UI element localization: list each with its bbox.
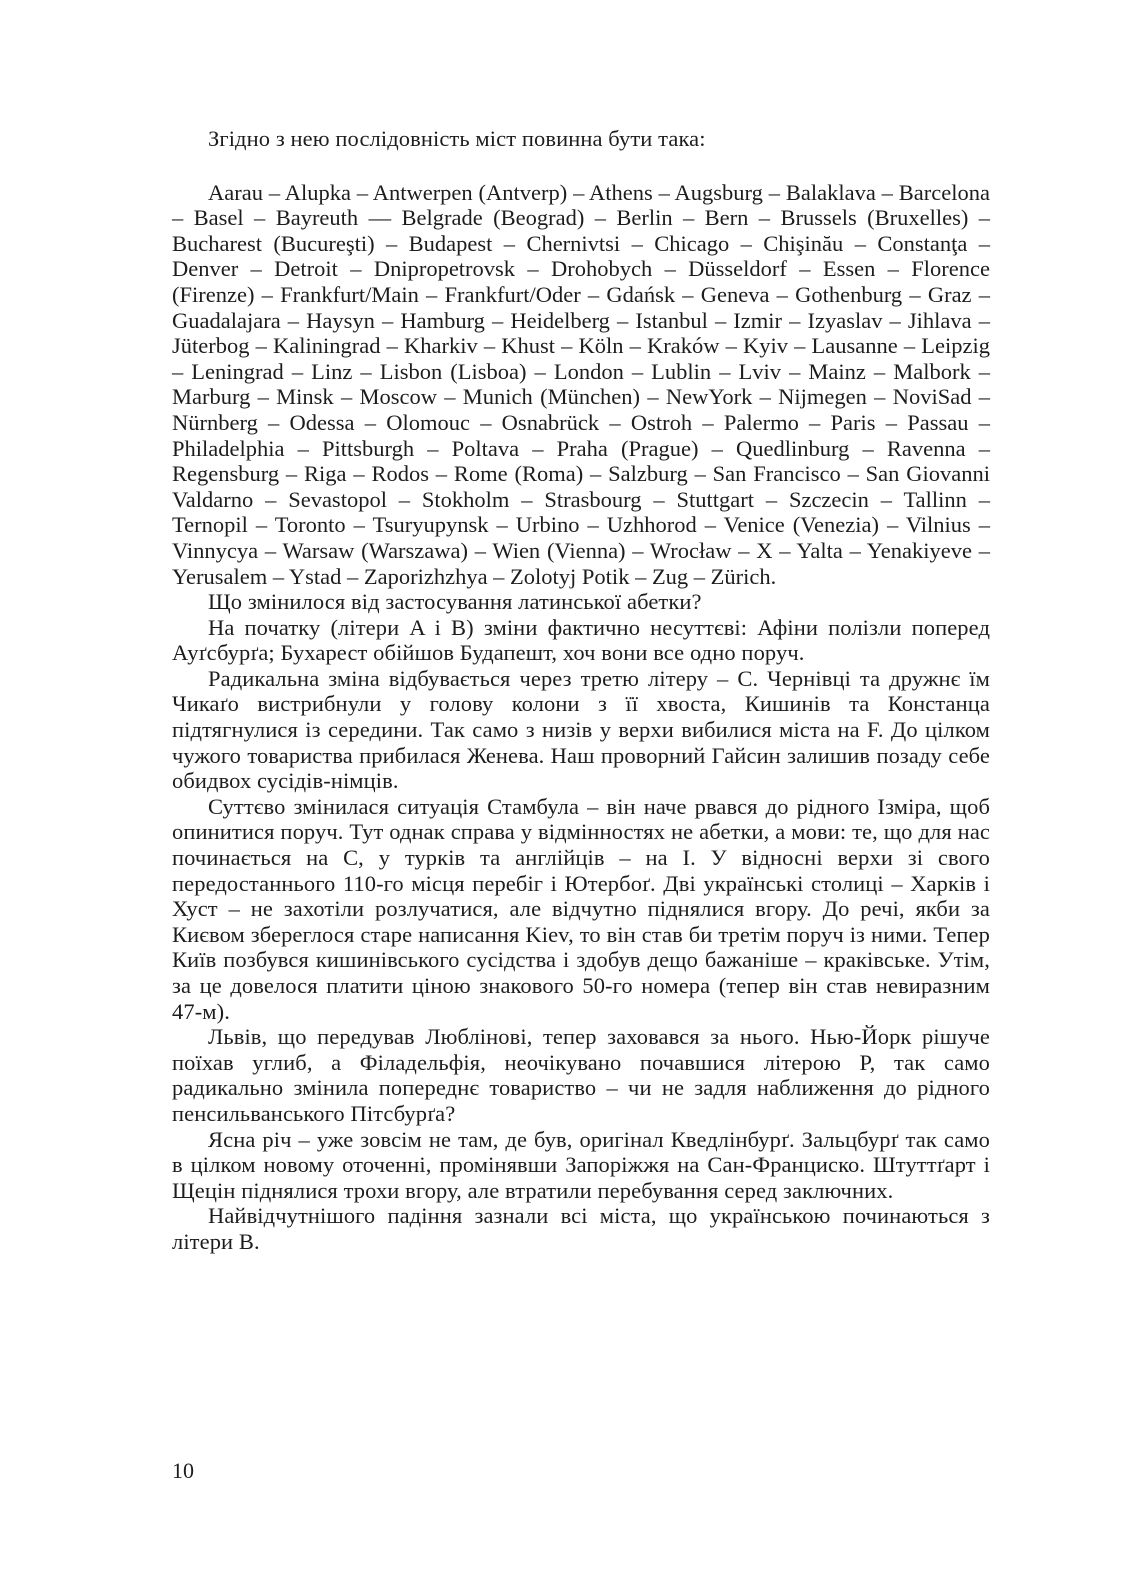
body-paragraph: Що змінилося від застосування латинської абетки? (208, 589, 702, 615)
body-paragraph: Суттєво змінилася ситуація Стамбула – він наче рвався до рідного Ізміра, щоб опинитися поруч. Тут однак справа у відмінностях не абетки, а мови: те, що для нас починається на С, у турків та англійців – на I. У відносні верхи зі свого передостаннього 110-го місця перебіг і Ютербоґ. Дві українські столиці – Харків і Хуст – не захотіли розлучатися, але відчутно піднялися вгору. До речі, якби за Києвом збереглося старе написання Kiev, то він став би третім поруч із ними. Тепер Київ позбувся кишинівського сусідства і здобув дещо бажаніше – краківське. Утім, за це довелося платити ціною знакового 50-го номера (тепер він став невиразним 47-м). (172, 793, 990, 1024)
body-paragraph: Радикальна зміна відбувається через третю літеру – C. Чернівці та дружнє їм Чикаґо вистрибнули у голову колони з її хвоста, Кишинів та Констанца підтягнулися із середини. Так само з низів у верхи вибилися міста на F. До цілком чужого товариства прибилася Женева. Наш проворний Гайсин залишив позаду себе обидвох сусідів-німців. (172, 665, 990, 794)
page-number: 10 (172, 1458, 194, 1483)
city-sequence-list: Aarau – Alupka – Antwerpen (Antverp) – Athens – Augsburg – Balaklava – Barcelona – Basel – Bayreuth –– Belgrade (Beograd) – Berlin – Bern – Brussels (Bruxelles) – Bucharest (Bucureşti) – Budapest – Chernivtsi – Chicago – Chişinău – Constanţa – Denver – Detroit – Dnipropetrovsk – Drohobych – Düsseldorf – Essen – Florence (Firenze) – Frankfurt/Main – Frankfurt/Oder – Gdańsk – Geneva – Gothenburg – Graz – Guadalajara – Haysyn – Hamburg – Heidelberg – Istanbul – Izmir – Izyaslav – Jihlava – Jüterbog – Kaliningrad – Kharkiv – Khust – Köln – Kraków – Kyiv – Lausanne – Leipzig – Leningrad – Linz – Lisbon (Lisboa) – London – Lublin – Lviv – Mainz – Malbork – Marburg – Minsk – Moscow – Munich (München) – NewYork – Nijmegen – NoviSad – Nürnberg – Odessa – Olomouc – Osnabrück – Ostroh – Palermo – Paris – Passau – Philadelphia – Pittsburgh – Poltava – Praha (Prague) – Quedlinburg – Ravenna – Regensburg – Riga – Rodos – Rome (Roma) – Salzburg – San Francisco – San Giovanni Valdarno – Sevastopol – Stokholm – Strasbourg – Stuttgart – Szczecin – Tallinn – Ternopil – Toronto – Tsuryupynsk – Urbino – Uzhhorod – Venice (Venezia) – Vilnius – Vinnycya – Warsaw (Warszawa) – Wien (Vienna) – Wrocław – X – Yalta – Yenakiyeve – Yerusalem – Ystad – Zaporizhzhya – Zolotyj Potik – Zug – Zürich. (172, 179, 990, 589)
intro-paragraph: Згідно з нею послідовність міст повинна бути така: (208, 126, 706, 151)
body-paragraph: Найвідчутнішого падіння зазнали всі міста, що українською починаються з літери B. (172, 1203, 990, 1254)
page-body (172, 126, 990, 1255)
body-paragraph: Львів, що передував Люблінові, тепер заховався за нього. Нью-Йорк рішуче поїхав углиб, а Філадельфія, неочікувано почавшися літерою P, так само радикально змінила попереднє товариство – чи не задля наближення до рідного пенсильванського Пітсбурґа? (172, 1024, 990, 1126)
body-paragraph: На початку (літери A і B) зміни фактично несуттєві: Афіни полізли поперед Ауґсбурґа; Бухарест обійшов Будапешт, хоч вони все одно поруч. (172, 614, 990, 666)
body-paragraph: Ясна річ – уже зовсім не там, де був, оригінал Кведлінбурґ. Зальцбурґ так само в цілком новому оточенні, промінявши Запоріжжя на Сан-Франциско. Штуттґарт і Щецін піднялися трохи вгору, але втратили перебування серед заключних. (172, 1126, 990, 1203)
